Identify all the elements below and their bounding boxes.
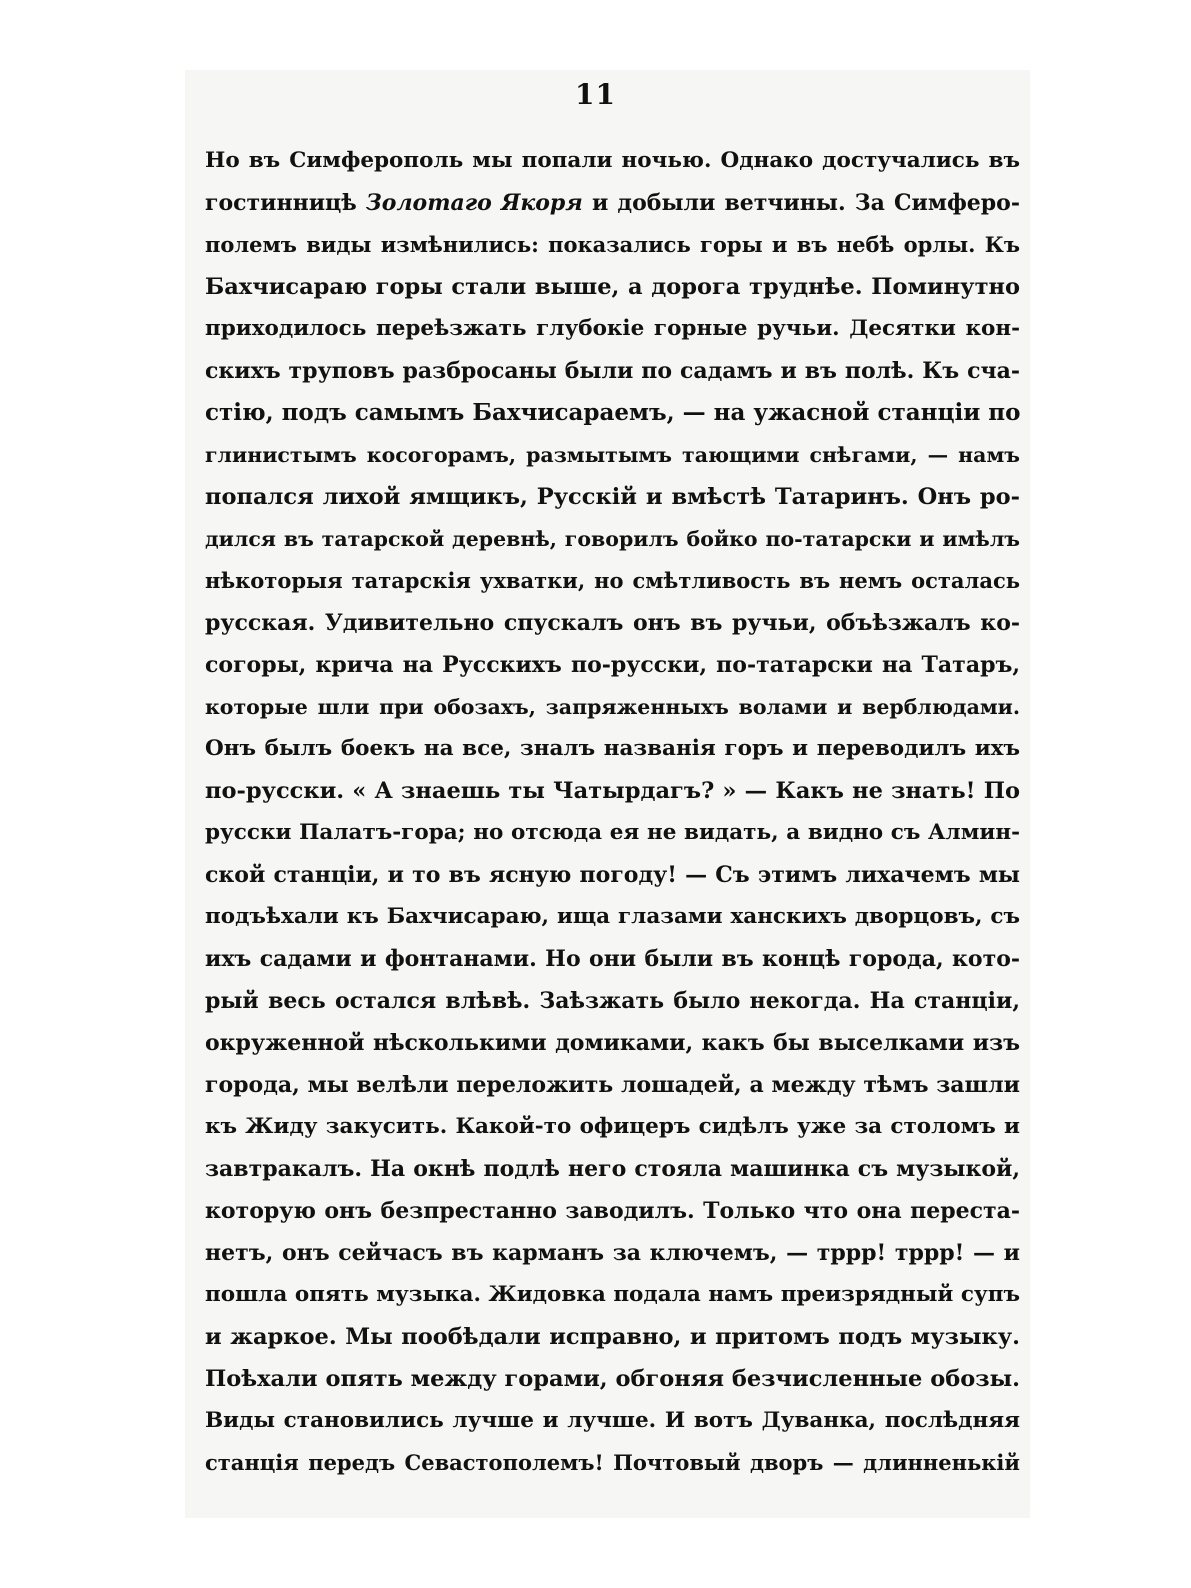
text-line-25: завтракалъ. На окнѣ подлѣ него стояла машинка съ музыкой, — [205, 1156, 1020, 1182]
text-line-18: ской станціи, и то въ ясную погоду! — Съ этимъ лихачемъ мы — [205, 862, 1020, 888]
text-line-31: Виды становились лучше и лучше. И вотъ Дуванка, послѣдняя — [205, 1408, 1020, 1433]
text-line-16: по-русски. « А знаешь ты Чатырдагъ? » — Какъ не знать! По — [205, 778, 1020, 804]
hotel-name: Золотаго Якоря — [365, 190, 583, 216]
text-line-29: и жаркое. Мы пообѣдали исправно, и притомъ подъ музыку. — [205, 1324, 1020, 1350]
text-line-30: Поѣхали опять между горами, обгоняя безчисленные обозы. — [205, 1366, 1020, 1392]
text-line-19: подъѣхали къ Бахчисараю, ища глазами ханскихъ дворцовъ, съ — [205, 904, 1020, 929]
text-line-22: окруженной нѣсколькими домиками, какъ бы выселками изъ — [205, 1030, 1020, 1056]
text-line-23: города, мы велѣли переложить лошадей, а между тѣмъ зашли — [205, 1072, 1020, 1098]
text-line-9: попался лихой ямщикъ, Русскій и вмѣстѣ Татаринъ. Онъ ро- — [205, 484, 1020, 510]
text-line-27: нетъ, онъ сейчасъ въ карманъ за ключемъ, — тррр! тррр! — и — [205, 1240, 1020, 1266]
text-line-28: пошла опять музыка. Жидовка подала намъ преизрядный супъ — [205, 1282, 1020, 1307]
text-line-20: ихъ садами и фонтанами. Но они были въ концѣ города, кото- — [205, 946, 1020, 972]
text-line-32: станція передъ Севастополемъ! Почтовый дворъ — длинненькій — [205, 1450, 1020, 1475]
text-line-3: полемъ виды измѣнились: показались горы и въ небѣ орлы. Къ — [205, 232, 1020, 257]
text-line-7: стію, подъ самымъ Бахчисараемъ, — на ужасной станціи по — [205, 399, 1021, 426]
text-line-21: рый весь остался влѣвѣ. Заѣзжать было некогда. На станціи, — [205, 988, 1020, 1014]
text-line-15: Онъ былъ боекъ на все, зналъ названія горъ и переводилъ ихъ — [205, 736, 1020, 761]
text-line-10: дился въ татарской деревнѣ, говорилъ бойко по-татарски и имѣлъ — [205, 527, 1020, 551]
text-line-4: Бахчисараю горы стали выше, а дорога труднѣе. Поминутно — [205, 274, 1020, 300]
text-line-2-end: и добыли ветчины. За Симферо- — [591, 190, 1020, 216]
text-line-24: къ Жиду закусить. Какой-то офицеръ сидѣлъ уже за столомъ и — [205, 1114, 1020, 1139]
text-line-2 — [205, 182, 1020, 224]
page-number: 11 — [575, 78, 616, 111]
text-line-1: Но въ Симферополь мы попали ночью. Однако достучались въ — [205, 148, 1020, 173]
text-line-5: приходилось переѣзжать глубокіе горные ручьи. Десятки кон- — [205, 316, 1020, 341]
text-line-12: русская. Удивительно спускалъ онъ въ ручьи, объѣзжалъ ко- — [205, 610, 1020, 636]
text-line-26: которую онъ безпрестанно заводилъ. Только что она переста- — [205, 1198, 1020, 1224]
text-line-2-start: гостинницѣ — [205, 190, 357, 216]
body-text — [205, 140, 1020, 1484]
text-line-13: согоры, крича на Русскихъ по-русски, по-татарски на Татаръ, — [205, 652, 1020, 678]
text-line-6: скихъ труповъ разбросаны были по садамъ и въ полѣ. Къ сча- — [205, 358, 1020, 384]
text-line-8: глинистымъ косогорамъ, размытымъ тающими снѣгами, — намъ — [205, 443, 1020, 467]
text-line-17: русски Палатъ-гора; но отсюда ея не видать, а видно съ Алмин- — [205, 820, 1020, 845]
text-line-11: нѣкоторыя татарскія ухватки, но смѣтливость въ немъ осталась — [205, 568, 1020, 593]
text-line-14: которые шли при обозахъ, запряженныхъ волами и верблюдами. — [205, 695, 1020, 719]
